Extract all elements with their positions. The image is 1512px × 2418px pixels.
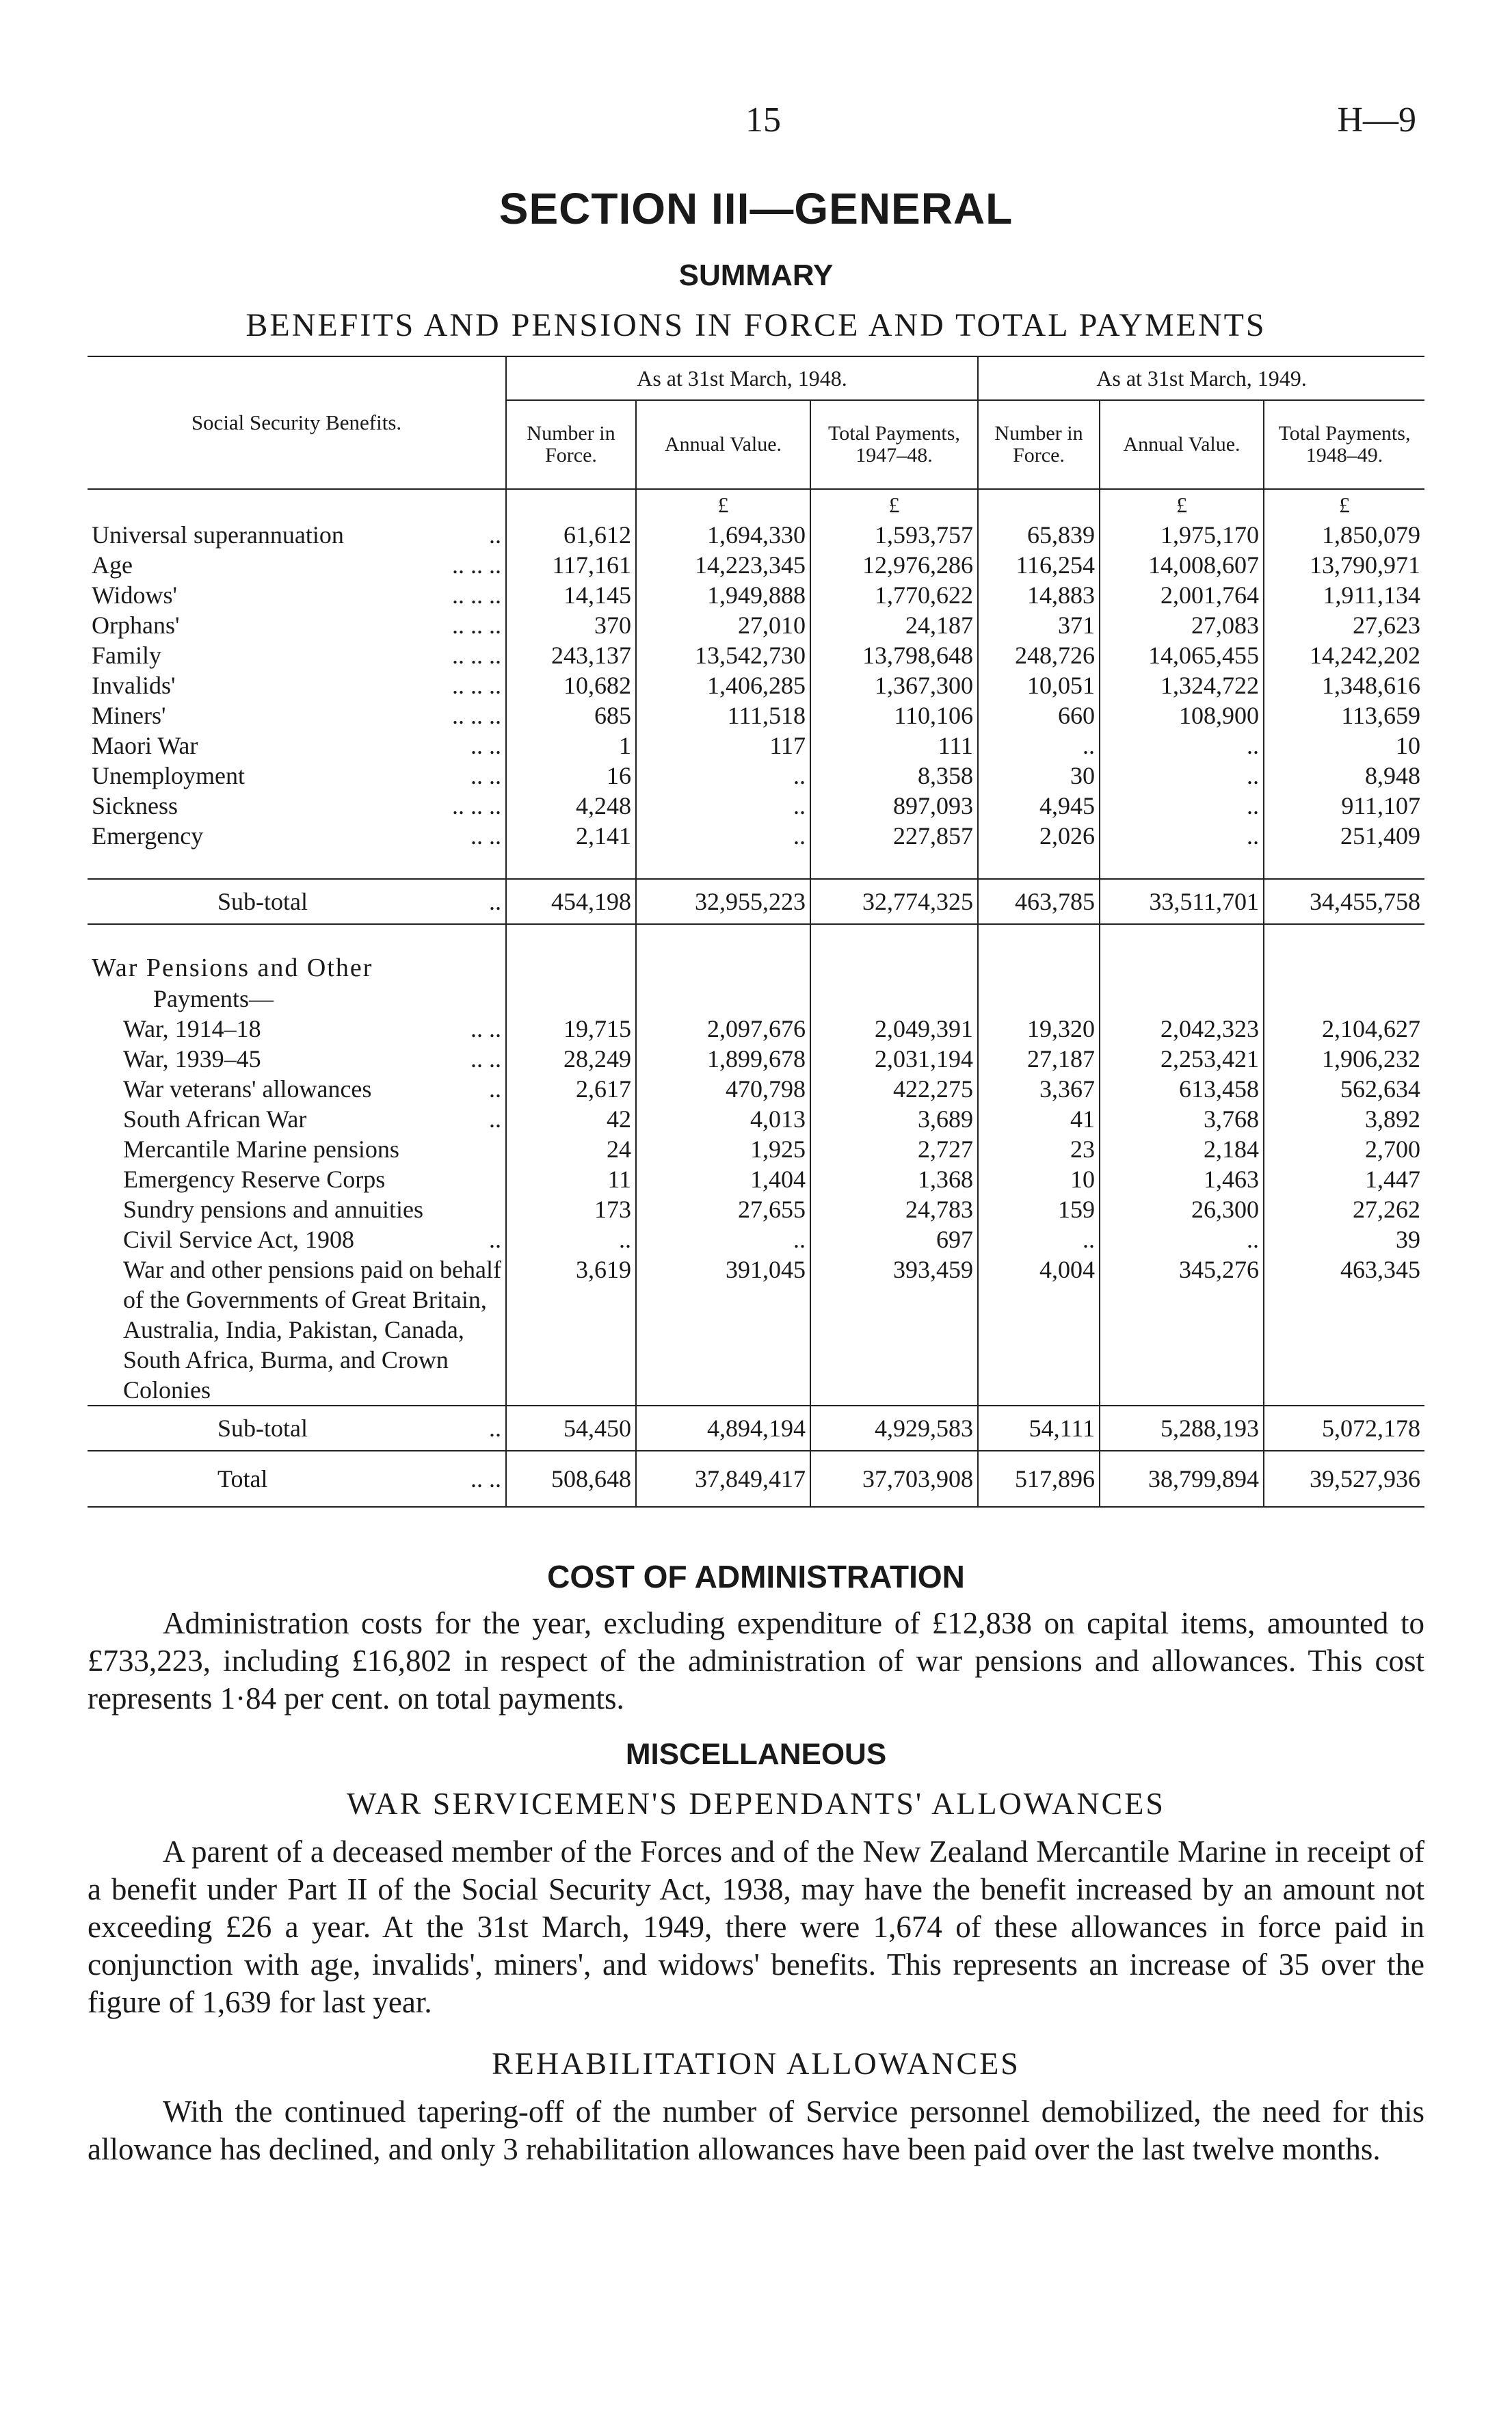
row-label-text: Orphans' <box>92 612 180 639</box>
page-number: 15 <box>745 101 781 140</box>
cell: 27,655 <box>636 1194 810 1224</box>
cell: 37,703,908 <box>810 1451 978 1507</box>
cell: 685 <box>506 700 636 731</box>
cell: .. <box>1100 791 1264 821</box>
row-label <box>88 610 506 640</box>
cell: 5,072,178 <box>1264 1406 1424 1451</box>
table-caption: BENEFITS AND PENSIONS IN FORCE AND TOTAL PAYMENTS <box>246 307 1266 343</box>
row-label-text: Sub-total <box>217 888 308 915</box>
row-label-text: South African War <box>123 1105 307 1133</box>
cell: 508,648 <box>506 1451 636 1507</box>
cell: 24 <box>506 1134 636 1164</box>
cell: 24,187 <box>810 610 978 640</box>
table-row <box>88 1014 1424 1044</box>
cell: 1,925 <box>636 1134 810 1164</box>
table-row <box>88 1074 1424 1104</box>
leader-dots: .. <box>489 1105 501 1133</box>
leader-dots: .. .. <box>470 762 501 789</box>
table-row <box>88 700 1424 731</box>
cell: 391,045 <box>636 1254 810 1406</box>
pound-sign: £ <box>636 489 810 520</box>
cell: 16 <box>506 761 636 791</box>
cell: 1,367,300 <box>810 670 978 700</box>
leader-dots: .. .. <box>470 1465 501 1493</box>
rehabilitation-subheading: REHABILITATION ALLOWANCES <box>492 2046 1020 2081</box>
cell: 33,511,701 <box>1100 879 1264 924</box>
section-title: SECTION III—GENERAL <box>499 184 1013 233</box>
cell: 1,899,678 <box>636 1044 810 1074</box>
column-header-number-1949: Number in Force. <box>978 400 1100 489</box>
cell: 697 <box>810 1224 978 1254</box>
cell: 14,008,607 <box>1100 550 1264 580</box>
cell: 117 <box>636 731 810 761</box>
cell: 4,929,583 <box>810 1406 978 1451</box>
row-label <box>88 1451 506 1507</box>
leader-dots: .. .. <box>470 732 501 759</box>
cell: 27,010 <box>636 610 810 640</box>
war-pensions-heading: War Pensions and Other <box>92 954 373 982</box>
row-label <box>88 1044 506 1074</box>
cell: 24,783 <box>810 1194 978 1224</box>
table-row <box>88 761 1424 791</box>
column-header-value-1949: Annual Value. <box>1100 400 1264 489</box>
table-row <box>88 1134 1424 1164</box>
table-row <box>88 731 1424 761</box>
cost-paragraph: Administration costs for the year, excluding expenditure of £12,838 on capital items, amounted to £733,223, including £16,802 in respect of the administration of war pensions and allowances. This cost represents 1·84 per cent. on total payments. <box>88 1606 1424 1716</box>
cell: 13,790,971 <box>1264 550 1424 580</box>
cell: 371 <box>978 610 1100 640</box>
row-label <box>88 670 506 700</box>
cell: 19,320 <box>978 1014 1100 1044</box>
cell: 23 <box>978 1134 1100 1164</box>
cell: 562,634 <box>1264 1074 1424 1104</box>
cell: 370 <box>506 610 636 640</box>
leader-dots: .. .. .. <box>452 612 501 639</box>
table-row <box>88 1164 1424 1194</box>
cell: 39 <box>1264 1224 1424 1254</box>
cell: 517,896 <box>978 1451 1100 1507</box>
cell: 463,345 <box>1264 1254 1424 1406</box>
cell: 11 <box>506 1164 636 1194</box>
table-row <box>88 580 1424 610</box>
table-row <box>88 879 1424 924</box>
cell: 116,254 <box>978 550 1100 580</box>
row-label <box>88 1406 506 1451</box>
subtotal-social-row <box>88 879 1424 924</box>
cell: 422,275 <box>810 1074 978 1104</box>
cell: 470,798 <box>636 1074 810 1104</box>
cell: 12,976,286 <box>810 550 978 580</box>
row-label <box>88 580 506 610</box>
cell: 14,223,345 <box>636 550 810 580</box>
cell: 2,049,391 <box>810 1014 978 1044</box>
cell: 2,253,421 <box>1100 1044 1264 1074</box>
row-label-text: Universal superannuation <box>92 521 344 549</box>
cell: 393,459 <box>810 1254 978 1406</box>
social-security-rows <box>88 520 1424 851</box>
cell: 463,785 <box>978 879 1100 924</box>
cell: 34,455,758 <box>1264 879 1424 924</box>
cell: 26,300 <box>1100 1194 1264 1224</box>
cell: 1,463 <box>1100 1164 1264 1194</box>
row-label-text: Miners' <box>92 702 166 729</box>
row-label-text: Age <box>92 551 133 579</box>
leader-dots: .. .. .. <box>452 581 501 609</box>
row-label-text: Family <box>92 642 162 669</box>
cell: 14,145 <box>506 580 636 610</box>
benefits-table <box>88 356 1424 1508</box>
cell: .. <box>636 761 810 791</box>
cell: 251,409 <box>1264 821 1424 851</box>
cell: 10,682 <box>506 670 636 700</box>
leader-dots: .. <box>489 1226 501 1253</box>
cell: 10 <box>978 1164 1100 1194</box>
table-row <box>88 520 1424 550</box>
leader-dots: .. <box>489 1075 501 1103</box>
cell: 8,358 <box>810 761 978 791</box>
cell: 248,726 <box>978 640 1100 670</box>
row-label <box>88 1074 506 1104</box>
row-label <box>88 731 506 761</box>
cell: 1,324,722 <box>1100 670 1264 700</box>
cell: .. <box>1100 731 1264 761</box>
row-label-text: War veterans' allowances <box>123 1075 372 1103</box>
leader-dots: .. .. .. <box>452 792 501 819</box>
leader-dots: .. .. <box>470 822 501 850</box>
document-code: H—9 <box>1337 101 1416 140</box>
cell: 117,161 <box>506 550 636 580</box>
total-row <box>88 1451 1424 1507</box>
table-row <box>88 670 1424 700</box>
cell: .. <box>636 821 810 851</box>
cell: 1,949,888 <box>636 580 810 610</box>
cell: 1,694,330 <box>636 520 810 550</box>
cell: 2,001,764 <box>1100 580 1264 610</box>
table-row <box>88 1254 1424 1406</box>
group-header-1949: As at 31st March, 1949. <box>978 356 1424 400</box>
cell: .. <box>1100 821 1264 851</box>
cell: .. <box>506 1224 636 1254</box>
cell: 1 <box>506 731 636 761</box>
pound-sign: £ <box>1100 489 1264 520</box>
cell: 41 <box>978 1104 1100 1134</box>
cell: 4,013 <box>636 1104 810 1134</box>
cell: 14,883 <box>978 580 1100 610</box>
cell: 159 <box>978 1194 1100 1224</box>
cell: .. <box>1100 761 1264 791</box>
cell: 3,619 <box>506 1254 636 1406</box>
pound-sign: £ <box>810 489 978 520</box>
group-header-1948: As at 31st March, 1948. <box>506 356 978 400</box>
cell: 5,288,193 <box>1100 1406 1264 1451</box>
cell: 32,774,325 <box>810 879 978 924</box>
cell: 38,799,894 <box>1100 1451 1264 1507</box>
row-label <box>88 879 506 924</box>
cell: 32,955,223 <box>636 879 810 924</box>
dependants-subheading: WAR SERVICEMEN'S DEPENDANTS' ALLOWANCES <box>347 1786 1165 1821</box>
leader-dots: .. <box>489 521 501 549</box>
cell: 14,242,202 <box>1264 640 1424 670</box>
cell: .. <box>636 791 810 821</box>
cell: .. <box>978 1224 1100 1254</box>
cell: 227,857 <box>810 821 978 851</box>
table-row <box>88 1406 1424 1451</box>
row-label <box>88 520 506 550</box>
cell: 28,249 <box>506 1044 636 1074</box>
cell: 27,083 <box>1100 610 1264 640</box>
cell: 2,031,194 <box>810 1044 978 1074</box>
cell: 39,527,936 <box>1264 1451 1424 1507</box>
war-pensions-heading-cont: Payments— <box>153 985 274 1012</box>
cell: 111 <box>810 731 978 761</box>
cell: 1,911,134 <box>1264 580 1424 610</box>
table-row <box>88 1194 1424 1224</box>
row-label-text: Mercantile Marine pensions <box>123 1135 399 1163</box>
cell: 897,093 <box>810 791 978 821</box>
table-row <box>88 1044 1424 1074</box>
row-label <box>88 1224 506 1254</box>
cell: 61,612 <box>506 520 636 550</box>
cell: 4,004 <box>978 1254 1100 1406</box>
cell: 1,770,622 <box>810 580 978 610</box>
cell: 613,458 <box>1100 1074 1264 1104</box>
cell: 1,593,757 <box>810 520 978 550</box>
cell: .. <box>978 731 1100 761</box>
table-row <box>88 1104 1424 1134</box>
row-label-text: Widows' <box>92 581 178 609</box>
cell: 10 <box>1264 731 1424 761</box>
column-header-value-1948: Annual Value. <box>636 400 810 489</box>
table-row <box>88 1451 1424 1507</box>
cell: 113,659 <box>1264 700 1424 731</box>
cell: 4,248 <box>506 791 636 821</box>
cell: 54,450 <box>506 1406 636 1451</box>
leader-dots: .. .. <box>470 1015 501 1042</box>
cell: 345,276 <box>1100 1254 1264 1406</box>
war-pension-rows <box>88 1014 1424 1254</box>
cell: 13,542,730 <box>636 640 810 670</box>
row-label-text: Emergency Reserve Corps <box>123 1166 386 1193</box>
cell: 13,798,648 <box>810 640 978 670</box>
cell: 1,406,285 <box>636 670 810 700</box>
cell: 4,945 <box>978 791 1100 821</box>
row-label <box>88 791 506 821</box>
cell: 1,404 <box>636 1164 810 1194</box>
rehabilitation-paragraph: With the continued tapering-off of the number of Service personnel demobilized, the need for this allowance has declined, and only 3 rehabilitation allowances have been paid over the last twelve months. <box>88 2094 1424 2166</box>
table-row <box>88 821 1424 851</box>
row-label-text: War, 1939–45 <box>123 1045 261 1073</box>
row-label-text: War, 1914–18 <box>123 1015 261 1042</box>
row-label <box>88 821 506 851</box>
cell: 3,768 <box>1100 1104 1264 1134</box>
leader-dots: .. .. .. <box>452 672 501 699</box>
row-label-war-other: War and other pensions paid on behalf of the Governments of Great Britain, Australia, India, Pakistan, Canada, South Africa, Burma, and Crown Colonies <box>123 1256 501 1404</box>
leader-dots: .. .. .. <box>452 702 501 729</box>
leader-dots: .. <box>489 888 501 915</box>
cell: 2,104,627 <box>1264 1014 1424 1044</box>
summary-title: SUMMARY <box>678 259 834 292</box>
row-label <box>88 550 506 580</box>
cell: 108,900 <box>1100 700 1264 731</box>
cell: 1,906,232 <box>1264 1044 1424 1074</box>
row-label-text: Sundry pensions and annuities <box>123 1196 423 1223</box>
cell: 173 <box>506 1194 636 1224</box>
cell: 37,849,417 <box>636 1451 810 1507</box>
cell: 14,065,455 <box>1100 640 1264 670</box>
row-label-text: Invalids' <box>92 672 176 699</box>
cell: 2,097,676 <box>636 1014 810 1044</box>
cell: 1,368 <box>810 1164 978 1194</box>
row-label-text: Sickness <box>92 792 178 819</box>
cell: 8,948 <box>1264 761 1424 791</box>
cell: 42 <box>506 1104 636 1134</box>
table-row <box>88 550 1424 580</box>
cell: 3,367 <box>978 1074 1100 1104</box>
cell: 3,689 <box>810 1104 978 1134</box>
cell: .. <box>1100 1224 1264 1254</box>
row-label <box>88 1104 506 1134</box>
cell: 660 <box>978 700 1100 731</box>
cell: 1,975,170 <box>1100 520 1264 550</box>
cell: 2,042,323 <box>1100 1014 1264 1044</box>
row-label <box>88 761 506 791</box>
misc-heading: MISCELLANEOUS <box>625 1737 887 1771</box>
cell: 243,137 <box>506 640 636 670</box>
cell: 27,262 <box>1264 1194 1424 1224</box>
cell: 2,141 <box>506 821 636 851</box>
cell: 4,894,194 <box>636 1406 810 1451</box>
row-label <box>88 1164 506 1194</box>
cell: 27,623 <box>1264 610 1424 640</box>
cost-heading: COST OF ADMINISTRATION <box>547 1559 965 1594</box>
cell: 1,447 <box>1264 1164 1424 1194</box>
row-label-text: Emergency <box>92 822 204 850</box>
row-label-text: Civil Service Act, 1908 <box>123 1226 354 1253</box>
cell: 10,051 <box>978 670 1100 700</box>
leader-dots: .. .. .. <box>452 642 501 669</box>
leader-dots: .. .. <box>470 1045 501 1073</box>
column-header-number-1948: Number in Force. <box>506 400 636 489</box>
table-row <box>88 610 1424 640</box>
cell: 2,727 <box>810 1134 978 1164</box>
row-label <box>88 1134 506 1164</box>
dependants-paragraph: A parent of a deceased member of the Forces and of the New Zealand Mercantile Marine in receipt of a benefit under Part II of the Social Security Act, 1938, may have the benefit increased by an amount not exceeding £26 a year. At the 31st March, 1949, there were 1,674 of these allowances in force paid in conjunction with age, invalids', miners', and widows' benefits. This represents an increase of 35 over the figure of 1,639 for last year. <box>88 1835 1424 2019</box>
cell: 27,187 <box>978 1044 1100 1074</box>
cell: 110,106 <box>810 700 978 731</box>
leader-dots: .. .. .. <box>452 551 501 579</box>
cell: 2,026 <box>978 821 1100 851</box>
cell: 2,184 <box>1100 1134 1264 1164</box>
table-row <box>88 791 1424 821</box>
cell: 2,700 <box>1264 1134 1424 1164</box>
row-label-text: Sub-total <box>217 1415 308 1442</box>
table-row <box>88 640 1424 670</box>
column-header-total-1948: Total Payments, 1947–48. <box>810 400 978 489</box>
row-label <box>88 700 506 731</box>
row-label-text: Total <box>217 1465 268 1493</box>
leader-dots: .. <box>489 1415 501 1442</box>
row-label <box>88 640 506 670</box>
cell: 30 <box>978 761 1100 791</box>
row-label-text: Maori War <box>92 732 198 759</box>
cell: 54,111 <box>978 1406 1100 1451</box>
cell: 1,348,616 <box>1264 670 1424 700</box>
cell: .. <box>636 1224 810 1254</box>
table-row <box>88 1224 1424 1254</box>
subtotal-war-row <box>88 1406 1424 1451</box>
cell: 2,617 <box>506 1074 636 1104</box>
row-label <box>88 1014 506 1044</box>
row-label-text: Unemployment <box>92 762 245 789</box>
cell: 19,715 <box>506 1014 636 1044</box>
cell: 111,518 <box>636 700 810 731</box>
cell: 65,839 <box>978 520 1100 550</box>
column-header-total-1949: Total Payments, 1948–49. <box>1264 400 1424 489</box>
cell: 3,892 <box>1264 1104 1424 1134</box>
pound-sign: £ <box>1264 489 1424 520</box>
cell: 1,850,079 <box>1264 520 1424 550</box>
cell: 454,198 <box>506 879 636 924</box>
cell: 911,107 <box>1264 791 1424 821</box>
column-header-benefits: Social Security Benefits. <box>88 356 506 489</box>
row-label <box>88 1194 506 1224</box>
